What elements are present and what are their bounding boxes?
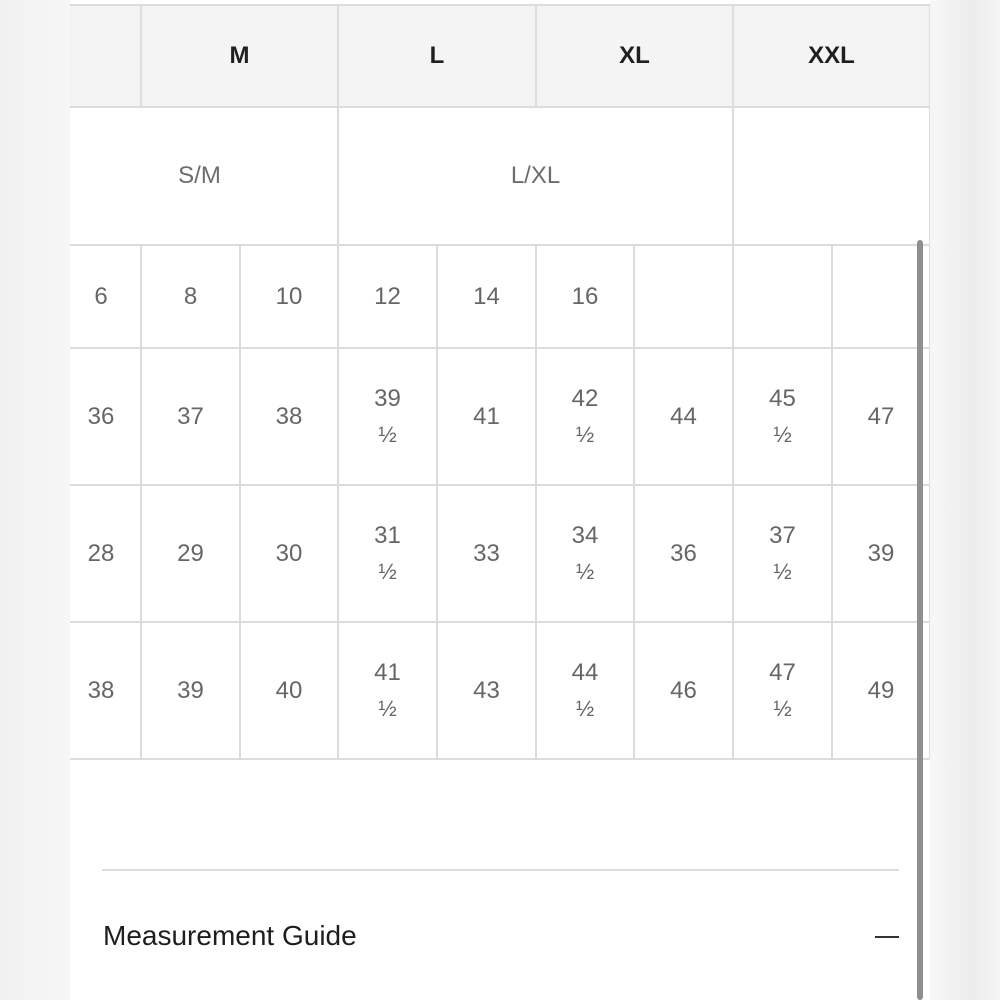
cell-value: 49 <box>867 676 895 704</box>
numeric-size-cell <box>633 244 734 349</box>
cell-value: 31 <box>374 521 401 549</box>
cell-value: 33 <box>473 539 500 567</box>
cell-value: 46 <box>670 676 697 704</box>
cell-value: 14 <box>473 282 500 310</box>
cell-fraction: ½ <box>773 558 792 584</box>
header-size-label: L <box>429 42 445 69</box>
table-cell <box>831 484 930 623</box>
cell-fraction: ½ <box>378 695 397 721</box>
cell-value: 44 <box>571 658 599 686</box>
table-cell <box>140 347 241 486</box>
cell-value: 8 <box>183 282 198 310</box>
table-cell <box>70 484 142 623</box>
cell-value: 37 <box>769 521 796 549</box>
cell-fraction: ½ <box>378 558 397 584</box>
table-cell <box>337 621 438 760</box>
numeric-size-cell <box>70 244 142 349</box>
table-cell <box>633 621 734 760</box>
table-cell <box>535 484 635 623</box>
cell-value: 36 <box>670 539 697 567</box>
cell-value: 44 <box>670 402 697 430</box>
measurement-guide-title[interactable]: Measurement Guide <box>103 920 357 951</box>
cell-value: 12 <box>374 282 401 310</box>
table-cell <box>436 621 537 760</box>
cell-value: 47 <box>867 402 895 430</box>
cell-fraction: ½ <box>575 695 595 721</box>
cell-fraction: ½ <box>773 695 792 721</box>
section-divider <box>102 869 899 871</box>
cell-value: 42 <box>571 384 599 412</box>
table-cell <box>239 621 339 760</box>
header-size-xxl <box>732 4 930 108</box>
cell-value: 34 <box>571 521 599 549</box>
cell-fraction: ½ <box>378 421 397 447</box>
table-cell <box>337 484 438 623</box>
cell-fraction: ½ <box>575 421 595 447</box>
cell-value: 39 <box>374 384 401 412</box>
cell-value: 37 <box>177 402 204 430</box>
table-cell <box>831 621 930 760</box>
table-cell <box>239 347 339 486</box>
cell-value: 10 <box>275 282 303 310</box>
header-size-label: XXL <box>808 42 855 69</box>
numeric-size-cell <box>140 244 241 349</box>
collapse-minus-icon[interactable] <box>872 922 902 952</box>
cell-value: 47 <box>769 658 796 686</box>
cell-value: 6 <box>94 282 108 310</box>
cell-fraction: ½ <box>575 558 595 584</box>
group-cell-sm <box>70 106 339 246</box>
cell-value: 41 <box>374 658 401 686</box>
cell-value: 40 <box>275 676 303 704</box>
table-cell <box>732 484 833 623</box>
header-size-label: M <box>229 42 250 69</box>
table-cell <box>535 621 635 760</box>
table-cell <box>140 484 241 623</box>
numeric-size-cell <box>239 244 339 349</box>
header-size-label: XL <box>619 42 650 69</box>
group-label: L/XL <box>510 162 561 189</box>
numeric-size-cell <box>436 244 537 349</box>
header-corner-cell <box>70 4 142 108</box>
table-cell <box>436 347 537 486</box>
cell-fraction: ½ <box>773 421 792 447</box>
cell-value: 43 <box>473 676 500 704</box>
page-background-left <box>0 0 70 1000</box>
header-size-xl <box>535 4 734 108</box>
cell-value: 29 <box>177 539 204 567</box>
numeric-size-cell <box>535 244 635 349</box>
cell-value: 38 <box>87 676 115 704</box>
table-cell <box>239 484 339 623</box>
table-cell <box>70 347 142 486</box>
group-cell-empty <box>732 106 930 246</box>
numeric-size-cell <box>732 244 833 349</box>
table-cell <box>70 621 142 760</box>
cell-value: 28 <box>87 539 115 567</box>
numeric-size-cell <box>831 244 930 349</box>
cell-value: 41 <box>473 402 500 430</box>
table-cell <box>436 484 537 623</box>
table-cell <box>831 347 930 486</box>
cell-value: 39 <box>867 539 895 567</box>
cell-value: 38 <box>275 402 303 430</box>
table-cell <box>732 621 833 760</box>
table-cell <box>732 347 833 486</box>
cell-value: 45 <box>769 384 796 412</box>
cell-value: 16 <box>571 282 599 310</box>
page-background-right <box>930 0 1000 1000</box>
numeric-size-cell <box>337 244 438 349</box>
group-label: S/M <box>178 162 221 189</box>
scrollbar-thumb[interactable] <box>917 240 923 1000</box>
header-size-m <box>140 4 339 108</box>
table-cell <box>535 347 635 486</box>
size-chart-panel <box>70 0 930 1000</box>
table-cell <box>337 347 438 486</box>
table-cell <box>633 347 734 486</box>
table-cell <box>633 484 734 623</box>
header-size-l <box>337 4 537 108</box>
group-cell-lxl <box>337 106 734 246</box>
table-cell <box>140 621 241 760</box>
cell-value: 30 <box>275 539 303 567</box>
cell-value: 36 <box>87 402 115 430</box>
cell-value: 39 <box>177 676 204 704</box>
